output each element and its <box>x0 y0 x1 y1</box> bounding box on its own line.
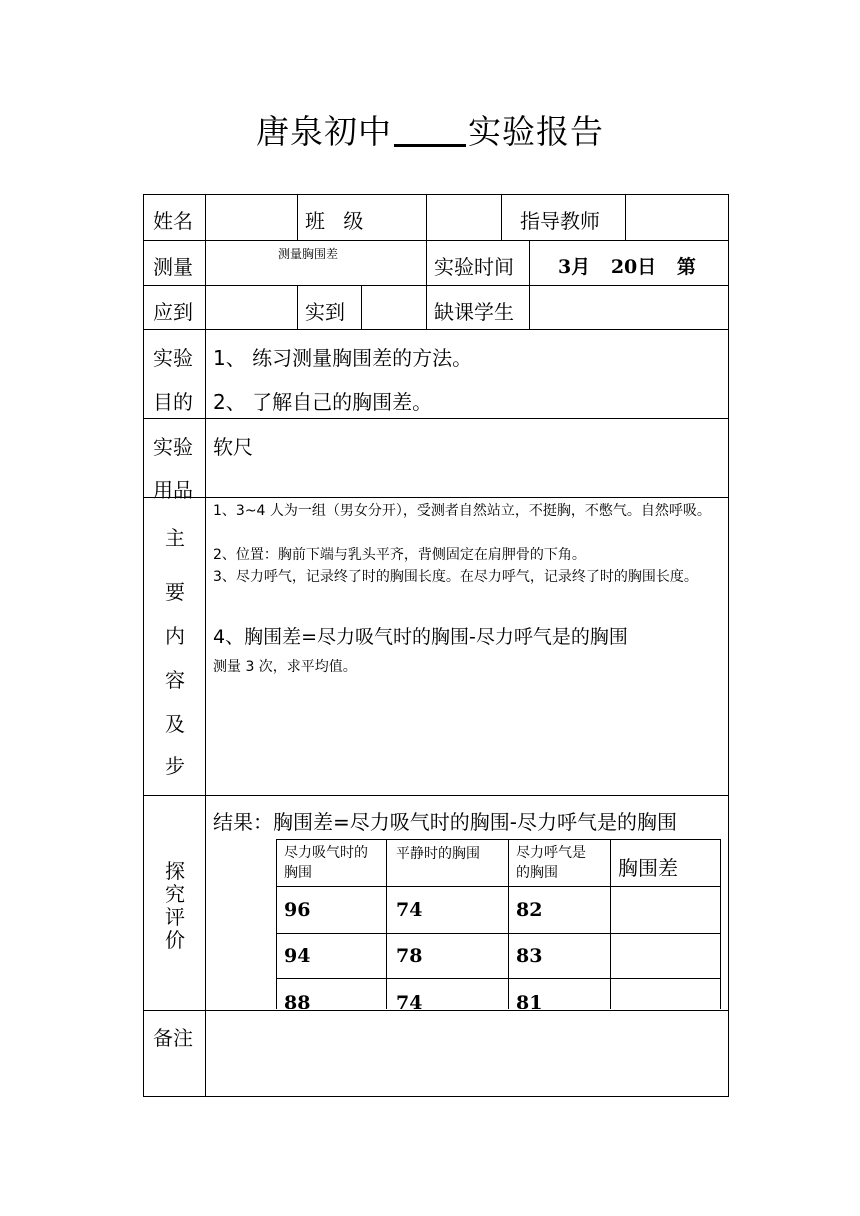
steps-label-char: 及 <box>165 712 185 736</box>
name-field[interactable] <box>206 195 296 239</box>
steps-label-char: 容 <box>165 668 185 692</box>
report-name: 实验报告 <box>468 112 604 151</box>
table-cell: 88 <box>284 992 311 1009</box>
date-text: 3月 20日 第 <box>558 256 696 278</box>
steps-line-5: 测量 3 次，求平均值。 <box>213 659 357 675</box>
materials-label-2: 用品 <box>153 478 193 502</box>
class-field[interactable] <box>427 195 500 239</box>
header-exhale: 尽力呼气是的胸围 <box>516 845 586 881</box>
evaluation-label-char: 探 <box>165 859 185 883</box>
table-cell: 96 <box>284 899 311 921</box>
table-cell: 78 <box>396 945 423 967</box>
teacher-label: 指导教师 <box>520 209 600 233</box>
actual-attend-field[interactable] <box>362 286 425 328</box>
steps-label-char: 步 <box>165 754 185 778</box>
steps-label-char: 主 <box>165 526 185 550</box>
report-title <box>0 106 860 153</box>
purpose-item-1: 1、 练习测量胸围差的方法。 <box>213 346 473 370</box>
absent-label: 缺课学生 <box>434 300 514 324</box>
measure-value: 测量胸围差 <box>278 247 339 261</box>
table-cell: 81 <box>516 992 543 1009</box>
steps-line-2: 2、位置：胸前下端与乳头平齐，背侧固定在肩胛骨的下角。 <box>213 547 586 563</box>
steps-label-char: 内 <box>165 624 185 648</box>
table-cell: 74 <box>396 899 423 921</box>
class-label: 班 级 <box>305 209 364 233</box>
table-cell: 82 <box>516 899 543 921</box>
teacher-field[interactable] <box>626 195 727 239</box>
steps-line-3: 3、尽力呼气，记录终了时的胸围长度。在尽力呼气，记录终了时的胸围长度。 <box>213 569 698 585</box>
evaluation-label-char: 评 <box>165 905 185 929</box>
remarks-label: 备注 <box>153 1026 193 1050</box>
purpose-label-1: 实验 <box>153 346 193 370</box>
title-blank <box>394 114 466 147</box>
materials-label-1: 实验 <box>153 435 193 459</box>
evaluation-result: 结果：胸围差=尽力吸气时的胸围-尽力呼气是的胸围 <box>213 810 677 834</box>
school-name: 唐泉初中 <box>256 112 392 151</box>
should-attend-field[interactable] <box>206 286 296 328</box>
measure-label: 测量 <box>153 255 193 279</box>
steps-line-4: 4、胸围差=尽力吸气时的胸围-尽力呼气是的胸围 <box>213 626 628 648</box>
table-cell: 74 <box>396 992 423 1009</box>
results-table <box>276 839 722 1009</box>
evaluation-label-char: 价 <box>165 928 185 952</box>
should-attend-label: 应到 <box>153 300 193 324</box>
materials-value: 软尺 <box>213 435 253 459</box>
name-label: 姓名 <box>153 209 193 233</box>
purpose-item-2: 2、 了解自己的胸围差。 <box>213 390 433 414</box>
table-cell: 83 <box>516 945 543 967</box>
steps-line-1: 1、3~4 人为一组（男女分开），受测者自然站立，不挺胸，不憋气。自然呼吸。 <box>213 503 711 519</box>
actual-attend-label: 实到 <box>305 300 345 324</box>
remarks-field[interactable] <box>206 1011 727 1095</box>
header-rest: 平静时的胸围 <box>396 846 480 862</box>
evaluation-label-char: 究 <box>165 882 185 906</box>
header-difference: 胸围差 <box>618 856 678 880</box>
purpose-label-2: 目的 <box>153 390 193 414</box>
absent-field[interactable] <box>530 286 727 328</box>
steps-label-char: 要 <box>165 580 185 604</box>
time-label: 实验时间 <box>434 255 514 279</box>
table-cell: 94 <box>284 945 311 967</box>
header-inhale: 尽力吸气时的胸围 <box>284 845 368 881</box>
